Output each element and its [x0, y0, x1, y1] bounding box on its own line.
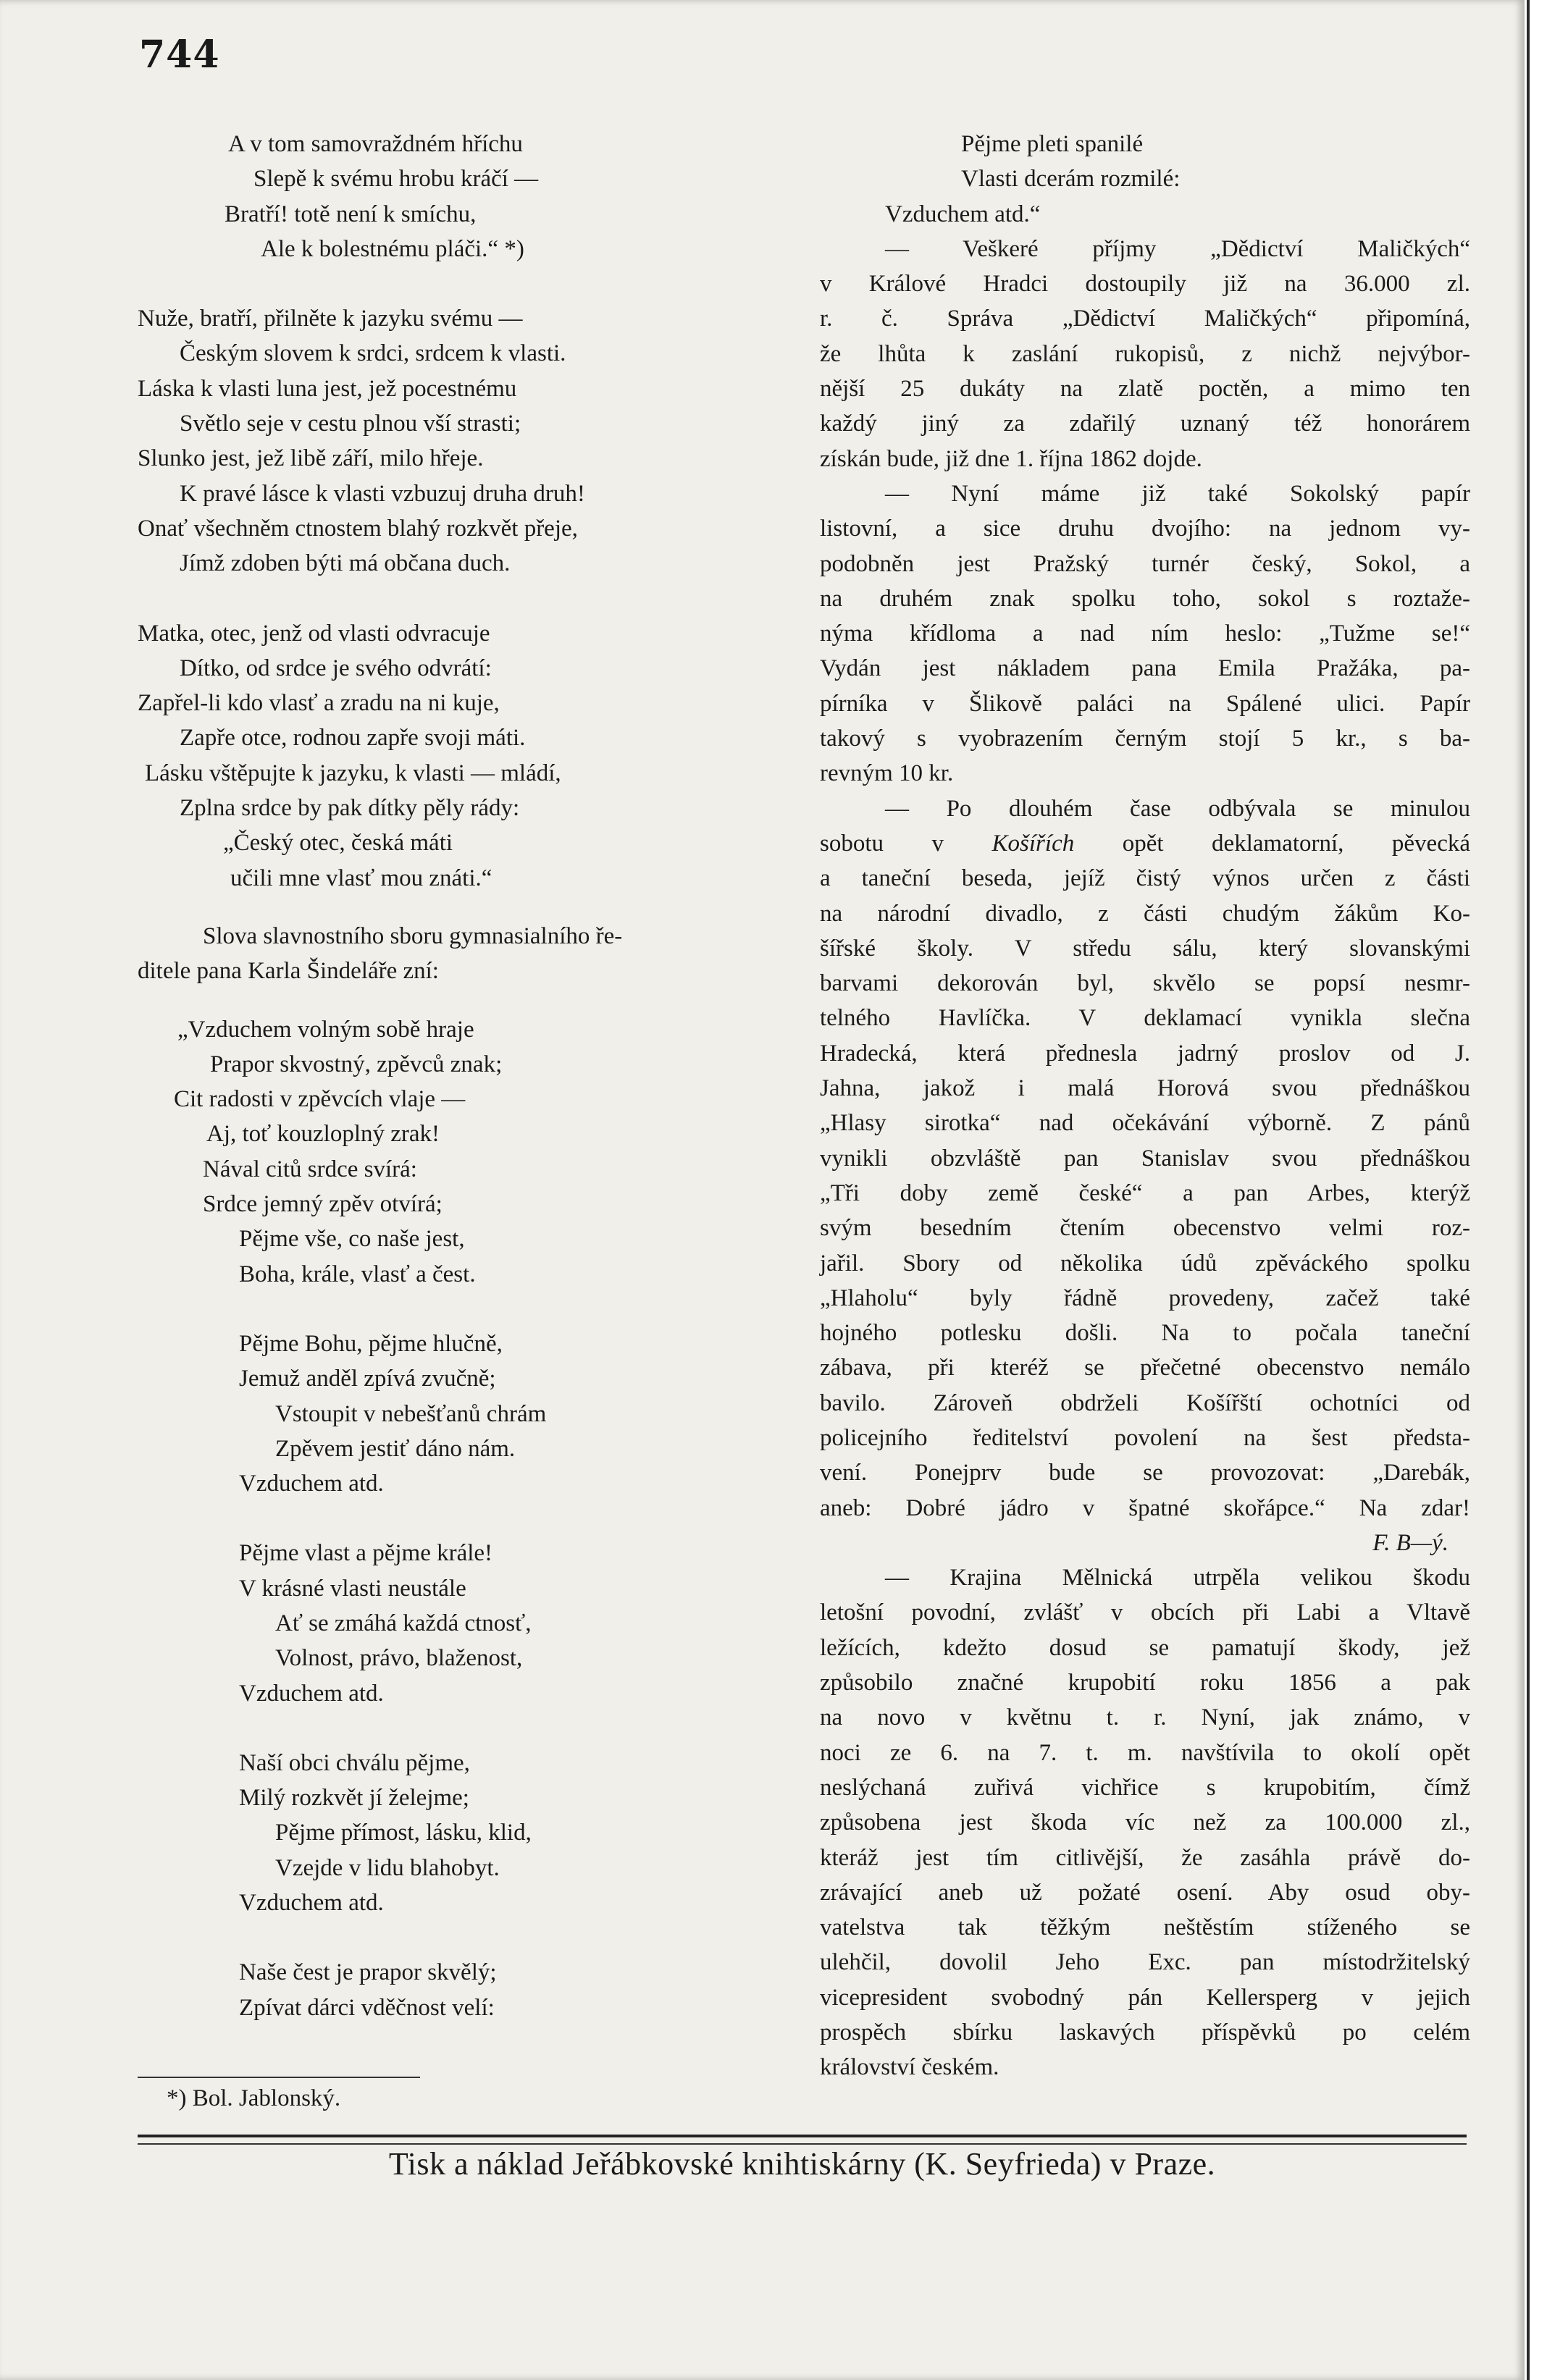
verse-line: Dítko, od srdce je svého odvrátí: — [180, 655, 492, 681]
prose-line: „Tři doby země české“ a pan Arbes, kterýž — [820, 1180, 1470, 1206]
verse-line: Vzduchem atd. — [239, 1680, 384, 1707]
prose-line: r. č. Správa „Dědictví Maličkých“ připomíná, — [820, 306, 1470, 332]
song-stanza-2 — [138, 1326, 768, 1501]
prose-line: revným 10 kr. — [820, 760, 954, 787]
prose-line: v Králové Hradci dostoupily již na 36.000 zl. — [820, 271, 1470, 298]
prose-line: vatelstva tak těžkým neštěstím stíženého se — [820, 1914, 1470, 1941]
prose-line: a taneční beseda, jejíž čistý výnos určen z části — [820, 865, 1470, 892]
prose-line: barvami dekorován byl, skvělo se popsí nesmr- — [820, 970, 1470, 997]
verse-line: učili mne vlasť mou znáti.“ — [230, 865, 492, 891]
prose-line: na novo v květnu t. r. Nyní, jak známo, v — [820, 1704, 1470, 1731]
verse-line: Zapřel-li kdo vlasť a zradu na ni kuje, — [138, 690, 500, 717]
prose-line: neslýchaná zuřivá vichřice s krupobitím, čímž — [820, 1774, 1470, 1801]
verse-line: Nuže, bratří, přilněte k jazyku svému — — [138, 306, 523, 332]
verse-line: Bratří! totě není k smíchu, — [225, 201, 477, 227]
verse-line: Láska k vlasti luna jest, jež pocestnému — [138, 375, 517, 402]
prose-line: podobněn jest Pražský turnér český, Sokol, a — [820, 550, 1470, 577]
song-stanza-4 — [138, 1746, 768, 1920]
verse-line: Vzejde v lidu blahobyt. — [275, 1854, 500, 1881]
prose-line: že lhůta k zaslání rukopisů, z nichž nejvýbor- — [820, 340, 1470, 367]
verse-line: Pějme vlast a pějme krále! — [239, 1540, 493, 1567]
prose-line: — Po dlouhém čase odbývala se minulou — [885, 795, 1470, 822]
printer-imprint: Tisk a náklad Jeřábkovské knihtiskárny (K. Seyfrieda) v Praze. — [388, 2146, 1216, 2182]
verse-line: Nával citů srdce svírá: — [203, 1156, 417, 1182]
prose-line: ležících, kdežto dosud se pamatují škody, jež — [820, 1634, 1470, 1661]
verse-line: Zapře otce, rodnou zapře svoji máti. — [180, 725, 526, 752]
text-run: opět deklamatorní, pěvecká — [1074, 830, 1470, 857]
verse-line: Volnost, právo, blaženost, — [275, 1645, 523, 1672]
verse-line: V krásné vlasti neustále — [239, 1575, 466, 1602]
prose-line: jařil. Sbory od několika údů zpěváckého spolku — [820, 1250, 1470, 1277]
imprint-rule-thin — [138, 2143, 1467, 2145]
verse-line: Pějme pleti spanilé — [961, 131, 1144, 157]
prose-line: získán bude, již dne 1. října 1862 dojde. — [820, 445, 1202, 472]
prose-line: nější 25 dukáty na zlatě poctěn, a mimo ten — [820, 376, 1470, 403]
song-end — [820, 127, 1470, 232]
verse-line: Milý rozkvět jí želejme; — [239, 1785, 469, 1812]
prose-line: vicepresident svobodný pán Kellersperg v jejich — [820, 1984, 1470, 2011]
prose-line: vení. Ponejprv bude se provozovat: „Darebák, — [820, 1460, 1470, 1487]
prose-line: způsobena jest škoda víc než za 100.000 zl., — [820, 1809, 1470, 1836]
verse-line: Zpěvem jestiť dáno nám. — [275, 1435, 516, 1462]
verse-line: Ať se zmáhá každá ctnosť, — [275, 1610, 532, 1636]
prose-line: ditele pana Karla Šindeláře zní: — [138, 958, 439, 985]
prose-line — [820, 826, 1470, 861]
prose-line: způsobilo značné krupobití roku 1856 a pak — [820, 1670, 1470, 1696]
prose-line: kteráž jest tím citlivější, že zasáhla právě do- — [820, 1844, 1470, 1871]
verse-line: Srdce jemný zpěv otvírá; — [203, 1191, 443, 1218]
left-column — [138, 127, 768, 2025]
prose-line: „Hlaholu“ byly řádně provedeny, začež také — [820, 1284, 1470, 1311]
imprint-rule-thick — [138, 2135, 1467, 2137]
prose-line: pírníka v Šlikově paláci na Spálené ulici. Papír — [820, 690, 1470, 717]
prose-line: vynikli obzvláště pan Stanislav svou přednáškou — [820, 1145, 1470, 1172]
prose-line: každý jiný za zdařilý uznaný též honorárem — [820, 411, 1470, 437]
verse-line: „Český otec, česká máti — [223, 830, 453, 857]
prose-line: šířské školy. V středu sálu, který slovanskými — [820, 935, 1470, 962]
news-item-sokol-paper — [820, 476, 1470, 791]
verse-line: Zpívat dárci vděčnost velí: — [239, 1994, 495, 2021]
verse-line: Onať všechněm ctnostem blahý rozkvět přeje, — [138, 515, 578, 542]
prose-line: na druhém znak spolku toho, sokol s roztaže- — [820, 585, 1470, 612]
stanza-a — [138, 301, 768, 581]
prose-line: policejního ředitelství povolení na šest předsta- — [820, 1424, 1470, 1451]
song-stanza-1 — [138, 1012, 768, 1292]
verse-line: Vstoupit v nebešťanů chrám — [275, 1400, 547, 1427]
news-item-dedictvi — [820, 232, 1470, 476]
verse-line: Naše čest je prapor skvělý; — [239, 1959, 497, 1986]
prose-line: aneb: Dobré jádro v špatné skořápce.“ Na zdar! — [820, 1494, 1470, 1521]
verse-line: Naší obci chválu pějme, — [239, 1749, 470, 1776]
prose-line: — Krajina Mělnická utrpěla velikou škodu — [885, 1565, 1470, 1591]
prose-line: svým besedním čtením obecenstvo velmi roz- — [820, 1215, 1470, 1242]
signature-text: F. B—ý. — [1372, 1529, 1448, 1556]
verse-line: Aj, toť kouzloplný zrak! — [206, 1121, 440, 1148]
footnote: *) Bol. Jablonský. — [167, 2085, 341, 2111]
prose-line: listovní, a sice druhu dvojího: na jednom vy- — [820, 516, 1470, 542]
song-stanza-3 — [138, 1536, 768, 1710]
stanza-b — [138, 616, 768, 896]
prose-line: letošní povodní, zvlášť v obcích při Labi a Vltavě — [820, 1599, 1470, 1626]
song-stanza-5 — [138, 1955, 768, 2025]
verse-line: Slepě k svému hrobu kráčí — — [253, 166, 539, 193]
verse-line: Slunko jest, jež libě září, milo hřeje. — [138, 445, 484, 472]
prose-line: Jahna, jakož i malá Horová svou přednáškou — [820, 1075, 1470, 1102]
prose-line: prospěch sbírku laskavých příspěvků po celém — [820, 2019, 1470, 2046]
verse-line: Vzduchem atd. — [239, 1890, 384, 1917]
prose-line: zrávající aneb už požaté osení. Aby osud oby- — [820, 1879, 1470, 1906]
verse-line: Vzduchem atd. — [239, 1471, 384, 1497]
place-name: Košířích — [991, 830, 1075, 857]
footnote-divider — [138, 2077, 420, 2078]
verse-line: Ale k bolestnému pláči.“ *) — [261, 235, 524, 262]
verse-line: Cit radosti v zpěvcích vlaje — — [174, 1086, 466, 1113]
prose-line: noci ze 6. na 7. t. m. navštívila to okolí opět — [820, 1739, 1470, 1766]
prose-line: bavilo. Zároveň obdrželi Košířští ochotníci od — [820, 1389, 1470, 1416]
signature — [820, 1526, 1470, 1560]
poem-end — [138, 127, 768, 266]
verse-line: Českým slovem k srdci, srdcem k vlasti. — [180, 340, 566, 367]
verse-line: Boha, krále, vlasť a čest. — [239, 1261, 476, 1287]
prose-line: „Hlasy sirotka“ nad očekávání výborně. Z pánů — [820, 1110, 1470, 1137]
text-run: sobotu v — [820, 830, 992, 857]
prose-line: Slova slavnostního sboru gymnasialního ře- — [203, 922, 623, 949]
prose-line: nýma křídloma a nad ním heslo: „Tužme se!“ — [820, 621, 1470, 647]
verse-line: „Vzduchem volným sobě hraje — [177, 1016, 474, 1043]
song-intro — [138, 919, 768, 989]
verse-line: Pějme vše, co naše jest, — [239, 1226, 465, 1253]
verse-line: Zplna srdce by pak dítky pěly rády: — [180, 795, 520, 822]
prose-line: Hradecká, která přednesla jadrný proslov od J. — [820, 1040, 1470, 1067]
page-number: 744 — [139, 33, 220, 77]
verse-line: Pějme přímost, lásku, klid, — [275, 1820, 532, 1846]
right-column — [820, 127, 1470, 2085]
prose-line: zábava, při kteréž se přečetné obecenstvo nemálo — [820, 1355, 1470, 1382]
prose-line: telného Havlíčka. V deklamací vynikla slečna — [820, 1005, 1470, 1032]
verse-line: Lásku vštěpujte k jazyku, k vlasti — mládí, — [145, 760, 561, 786]
verse-line: Matka, otec, jenž od vlasti odvracuje — [138, 620, 490, 647]
verse-line: Vzduchem atd.“ — [885, 201, 1041, 227]
verse-line: Jemuž anděl zpívá zvučně; — [239, 1366, 496, 1392]
prose-line: na národní divadlo, z části chudým žákům Ko- — [820, 900, 1470, 927]
verse-line: A v tom samovraždném hříchu — [228, 131, 523, 157]
verse-line: Prapor skvostný, zpěvců znak; — [210, 1051, 503, 1077]
news-item-kosire-beseda — [820, 791, 1470, 1561]
prose-line: — Veškeré příjmy „Dědictví Maličkých“ — [885, 235, 1470, 262]
prose-line: — Nyní máme již také Sokolský papír — [885, 480, 1470, 507]
prose-line: hojného potlesku došli. Na to počala taneční — [820, 1320, 1470, 1347]
verse-line: K pravé lásce k vlasti vzbuzuj druha druh! — [180, 480, 585, 507]
verse-line: Pějme Bohu, pějme hlučně, — [239, 1330, 503, 1357]
prose-line: takový s vyobrazením černým stojí 5 kr., s ba- — [820, 726, 1470, 752]
page-edge-shadow — [1527, 0, 1530, 2380]
prose-line: Vydán jest nákladem pana Emila Pražáka, pa- — [820, 655, 1470, 682]
news-item-melnik-storm — [820, 1560, 1470, 2085]
verse-line: Jímž zdoben býti má občana duch. — [180, 550, 511, 577]
prose-line: království českém. — [820, 2054, 999, 2081]
verse-line: Světlo seje v cestu plnou vší strasti; — [180, 411, 521, 437]
verse-line: Vlasti dcerám rozmilé: — [961, 166, 1181, 193]
prose-line: ulehčil, dovolil Jeho Exc. pan místodržitelský — [820, 1949, 1470, 1976]
